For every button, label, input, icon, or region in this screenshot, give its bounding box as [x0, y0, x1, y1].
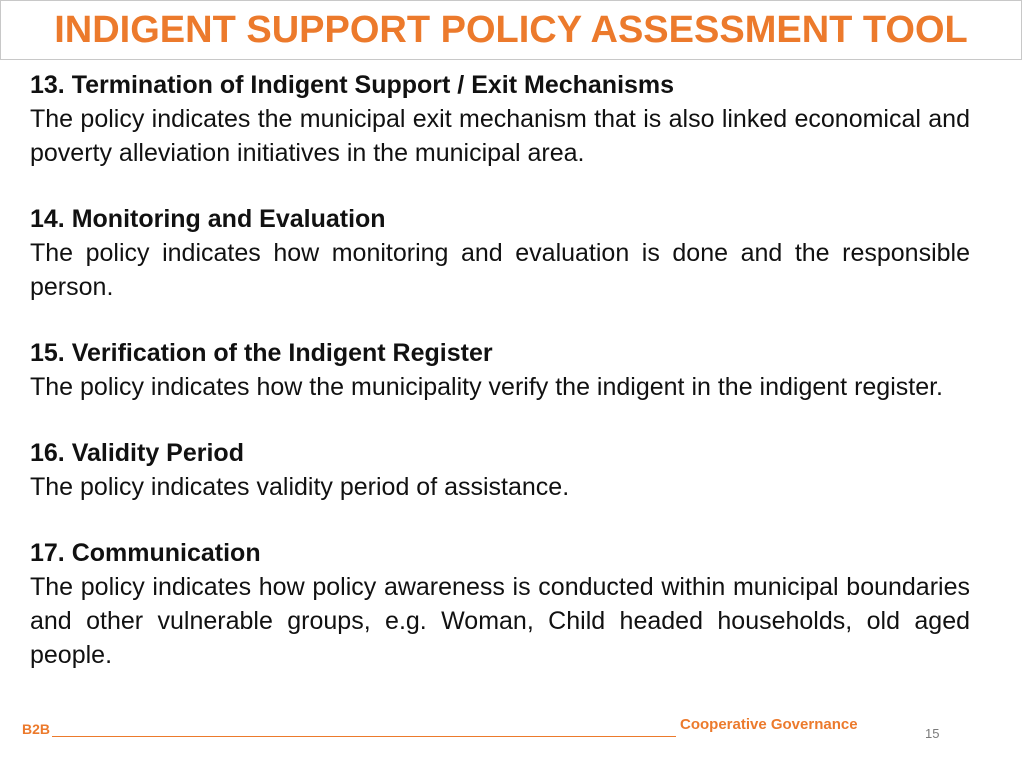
- title-bar: [0, 0, 1022, 60]
- section-heading: 17. Communication: [30, 539, 261, 567]
- section-body: The policy indicates how policy awareness is conducted within municipal boundaries and other vulnerable groups, e.g. Woman, Child headed households, old aged people.: [30, 573, 970, 669]
- section-body: The policy indicates how monitoring and evaluation is done and the responsible person.: [30, 239, 970, 301]
- footer-divider: [52, 736, 676, 737]
- section-heading: 14. Monitoring and Evaluation: [30, 205, 386, 233]
- footer-organization: Cooperative Governance: [680, 716, 858, 733]
- section-verification: [30, 336, 970, 404]
- section-heading: 13. Termination of Indigent Support / Exit Mechanisms: [30, 71, 675, 99]
- content-area: [30, 68, 970, 704]
- page-number: 15: [925, 726, 940, 741]
- section-body: The policy indicates validity period of assistance.: [30, 473, 570, 501]
- section-body: The policy indicates the municipal exit mechanism that is also linked economical and poverty alleviation initiatives in the municipal area.: [30, 105, 970, 167]
- section-heading: 15. Verification of the Indigent Register: [30, 339, 493, 367]
- section-monitoring: [30, 202, 970, 304]
- section-heading: 16. Validity Period: [30, 439, 244, 467]
- footer: [0, 712, 1024, 768]
- section-termination: [30, 68, 970, 170]
- slide-title: INDIGENT SUPPORT POLICY ASSESSMENT TOOL: [54, 8, 968, 51]
- section-body: The policy indicates how the municipality verify the indigent in the indigent register.: [30, 373, 944, 401]
- footer-b2b-label: B2B: [22, 721, 51, 737]
- section-validity: [30, 436, 970, 504]
- section-communication: [30, 536, 970, 672]
